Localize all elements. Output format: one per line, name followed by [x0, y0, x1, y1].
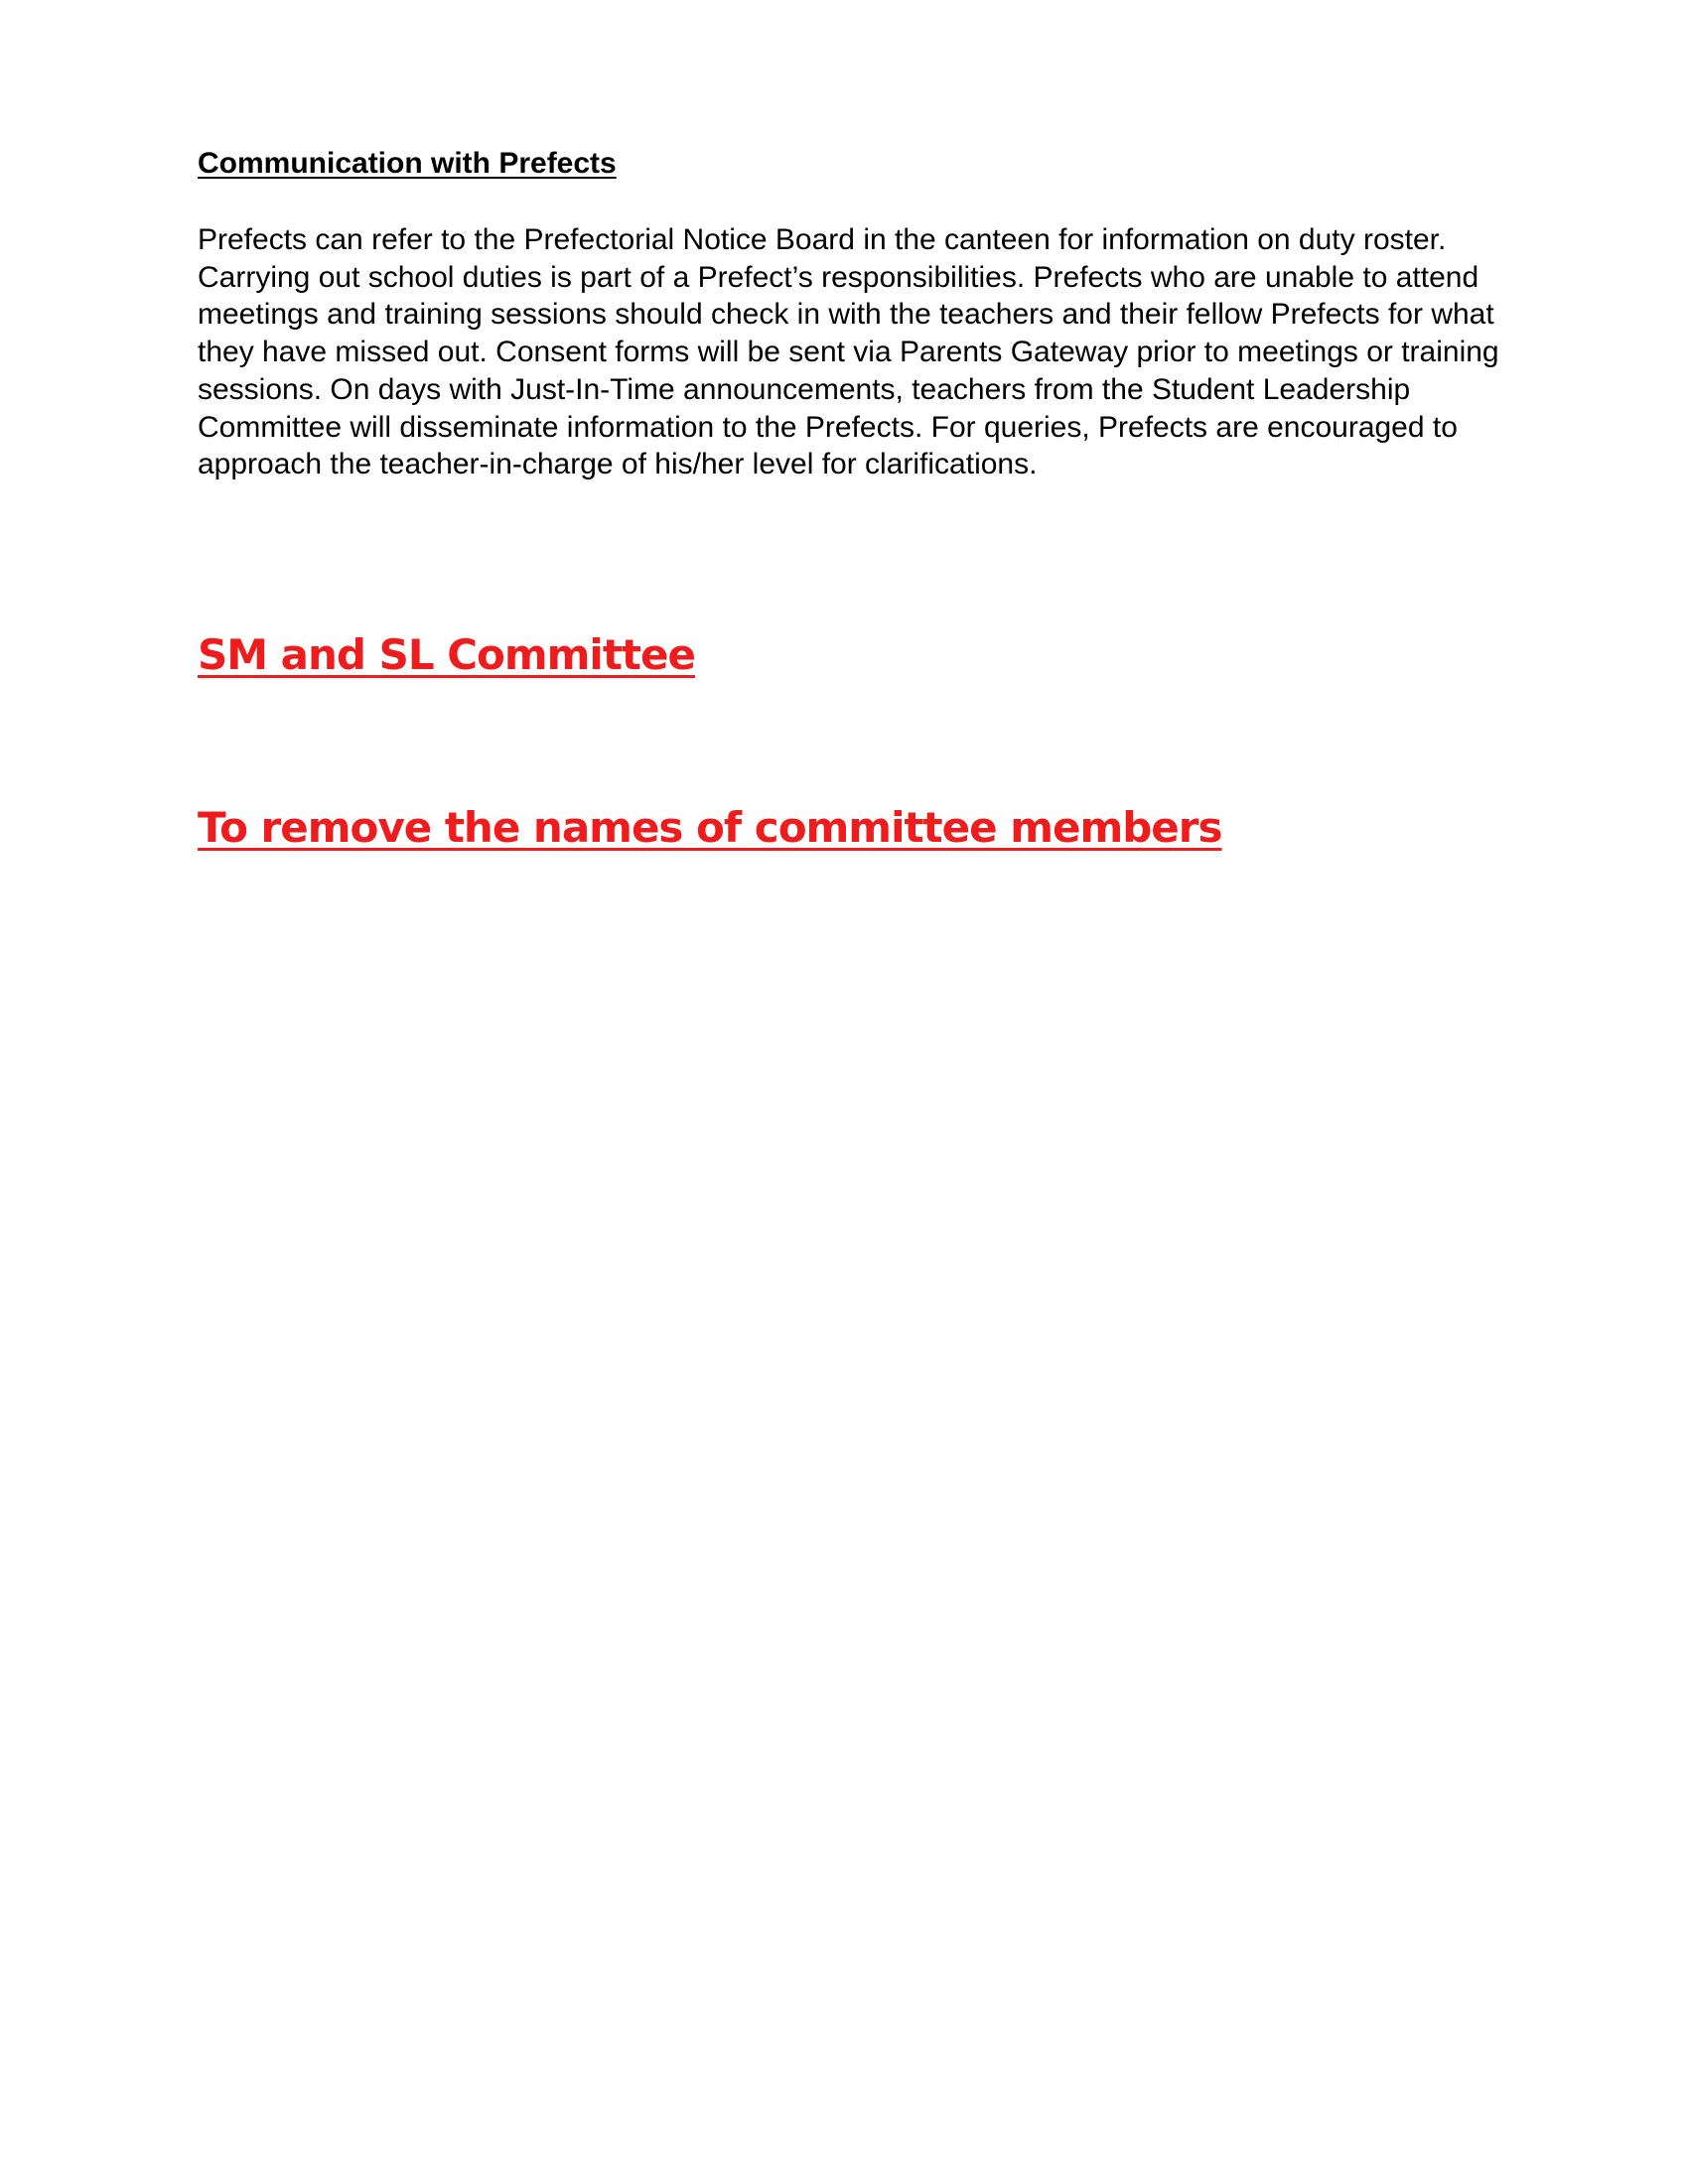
paragraph-line: they have missed out. Consent forms will be sent via Parents Gateway prior to meetings or training	[198, 336, 1499, 369]
paragraph-line: meetings and training sessions should check in with the teachers and their fellow Prefects for what	[198, 298, 1494, 332]
paragraph-line: Committee will disseminate information to the Prefects. For queries, Prefects are encouraged to	[198, 410, 1458, 444]
remove-names-note: To remove the names of committee members	[198, 803, 1222, 852]
paragraph-line: sessions. On days with Just-In-Time announcements, teachers from the Student Leadership	[198, 372, 1411, 406]
communication-heading: Communication with Prefects	[198, 147, 617, 180]
paragraph-line: Carrying out school duties is part of a Prefect’s responsibilities. Prefects who are unable to attend	[198, 260, 1479, 294]
communication-paragraph	[198, 221, 1548, 483]
committee-heading: SM and SL Committee	[198, 630, 695, 679]
paragraph-line: approach the teacher-in-charge of his/her level for clarifications.	[198, 448, 1038, 481]
paragraph-line: Prefects can refer to the Prefectorial Notice Board in the canteen for information on duty roster.	[198, 223, 1447, 256]
